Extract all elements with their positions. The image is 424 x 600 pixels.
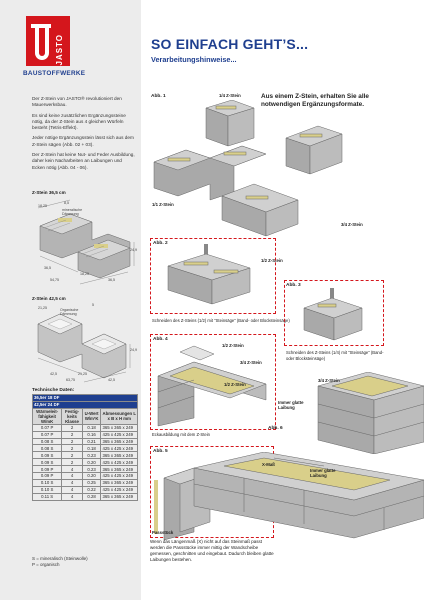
abb5-wall-drawing	[154, 452, 424, 542]
tech-group-425: 42,5er 24 DF	[33, 401, 138, 408]
fig365-label: Z-Stein 36,5 cm	[32, 190, 66, 195]
abb5-label: Abb. 5	[153, 449, 168, 454]
tech-data-table	[32, 394, 138, 501]
fig365-dim-top: 18,25	[38, 204, 47, 208]
abb1-drawing	[150, 100, 402, 240]
tech-cell: 0.07 P	[33, 431, 62, 438]
fig365-dim-height: 24,9	[130, 248, 137, 252]
tech-cell: 0.20	[82, 459, 101, 466]
fig365-dim-step: 18,25	[80, 272, 89, 276]
fig425-label: Z-Stein 42,5 cm	[32, 296, 66, 301]
legend-mineral: S = mineralisch (Steinwolle)	[32, 556, 88, 561]
tech-cell: 0.08 S	[33, 445, 62, 452]
tech-cell: 425 x 425 x 249	[101, 445, 138, 452]
fig365-insulation-label: mineralische Dämmung	[62, 208, 83, 216]
tech-row	[33, 486, 138, 493]
fig425-dim-top: 21,25	[38, 306, 47, 310]
fig425-dim-height: 24,9	[130, 348, 137, 352]
tech-row	[33, 452, 138, 459]
tech-cell: 2	[62, 452, 83, 459]
tech-cell: 425 x 425 x 249	[101, 459, 138, 466]
fig365-dim-depth: 36,5	[108, 278, 115, 282]
tech-cell: 0.08 S	[33, 438, 62, 445]
tech-cell: 365 x 365 x 249	[101, 466, 138, 473]
abb5-x-mass: X-Maß	[262, 462, 275, 467]
tech-cell: 0.23	[82, 452, 101, 459]
abb4-caption: Eckausbildung mit dem Z-Stein	[152, 432, 210, 437]
tech-cell: 425 x 425 x 249	[101, 473, 138, 480]
intro-p2: Es sind keine zusätzlichen Ergänzungssteine nötig, da der Z-Stein aus 4 gleichen Würfeln besteht (Tetris-Effekt).	[32, 112, 126, 131]
intro-p1: Der Z-Stein von JASTO® revolutioniert den Mauerwerksbau.	[32, 96, 122, 108]
tech-header-lambda: Wärmeleit-fähigkeit W/mK	[33, 408, 62, 424]
tech-cell: 0.09 S	[33, 459, 62, 466]
tech-cell: 365 x 365 x 249	[101, 452, 138, 459]
tech-data-rows	[33, 424, 138, 500]
tech-row	[33, 493, 138, 500]
tech-cell: 0.28	[82, 493, 101, 500]
abb4-label-half-bottom: 1/2 Z-Stein	[224, 382, 246, 387]
tech-row	[33, 431, 138, 438]
intro-p4: Der Z-Stein hat keine Nut- und Feder Ausbildung, daher kein Nacharbeiten an Laibungen und Ecken nötig (Abb. 04 - 06).	[32, 152, 135, 170]
tech-data-title: Technische Daten:	[32, 388, 75, 393]
tech-cell: 0.25	[82, 479, 101, 486]
tech-cell: 0.11 S	[33, 493, 62, 500]
tech-row	[33, 459, 138, 466]
tech-legend	[32, 556, 88, 568]
label-half-zstein: 1/2 Z-Stein	[261, 258, 283, 263]
intro-text	[32, 96, 136, 175]
abb3-saw-drawing	[290, 288, 380, 344]
tech-cell: 2	[62, 445, 83, 452]
abb6-wall-drawing	[308, 372, 424, 454]
tech-cell: 0.16	[82, 431, 101, 438]
tech-cell: 2	[62, 431, 83, 438]
tech-cell: 4	[62, 466, 83, 473]
tech-row	[33, 445, 138, 452]
tech-cell: 0.21	[82, 438, 101, 445]
abb5-passstueck: Passstück	[152, 530, 174, 535]
abb2-label: Abb. 2	[153, 241, 168, 246]
tech-row	[33, 438, 138, 445]
tech-cell: 4	[62, 486, 83, 493]
tech-group-365: 36,5er 18 DF	[33, 395, 138, 402]
tech-cell: 0.18	[82, 424, 101, 431]
fig425-insulation-label: Organische Dämmung	[60, 308, 79, 316]
tech-cell: 0.20	[82, 473, 101, 480]
tech-row	[33, 479, 138, 486]
abb6-label: Abb. 6	[268, 426, 283, 431]
fig425-dim-width: 42,5	[50, 372, 57, 376]
tech-cell: 0.10 S	[33, 486, 62, 493]
abb3-caption: Schneiden des Z-Steins (1/4) mit "Steinsäge" (Band- oder Blocksteinsäge)	[286, 350, 384, 361]
sidebar	[0, 0, 141, 600]
tech-cell: 365 x 365 x 249	[101, 479, 138, 486]
tech-cell: 425 x 425 x 249	[101, 431, 138, 438]
jasto-logo	[26, 16, 70, 66]
tech-cell: 0.18	[82, 445, 101, 452]
tech-cell: 2	[62, 424, 83, 431]
tech-cell: 425 x 425 x 249	[101, 486, 138, 493]
tech-row	[33, 473, 138, 480]
fig365-dim-gap: 8,5	[64, 201, 69, 205]
abb4-label-threequarter: 3/4 Z-Stein	[240, 360, 262, 365]
tech-cell: 4	[62, 479, 83, 486]
abb6-laibung-top: Immer glatte Laibung	[278, 400, 304, 410]
abb3-label: Abb. 3	[286, 283, 301, 288]
label-quarter-zstein: 1/4 Z-Stein	[219, 93, 241, 98]
tech-cell: 365 x 365 x 249	[101, 424, 138, 431]
tech-cell: 0.09 S	[33, 452, 62, 459]
tech-cell: 0.09 P	[33, 466, 62, 473]
label-full-zstein: 1/1 Z-Stein	[152, 202, 174, 207]
tech-row	[33, 424, 138, 431]
abb2-caption: Schneiden des Z-Steins (1/2) mit "Steinsäge" (Band- oder Blocksteinsäge)	[152, 318, 290, 323]
abb5-note: Wenn das Längenmaß (X) nicht auf das Steinmaß passt werden die Passstücke immer mittig der Wandscheibe gemessen, geschnitten und eingebaut. Dadurch bleiben glatte Laibungen bestehen.	[150, 539, 274, 563]
logo-hook	[35, 24, 49, 60]
fig365-dim-width: 36,5	[44, 266, 51, 270]
tech-cell: 0.10 S	[33, 479, 62, 486]
tech-cell: 2	[62, 459, 83, 466]
fig425-dim-depth: 42,5	[108, 378, 115, 382]
tech-cell: 365 x 365 x 249	[101, 438, 138, 445]
tech-cell: 0.09 P	[33, 473, 62, 480]
tech-cell: 0.23	[82, 466, 101, 473]
abb2-saw-drawing	[158, 244, 270, 310]
tech-cell: 0.07 P	[33, 424, 62, 431]
tech-header-strength: Festig-keits Klasse	[62, 408, 83, 424]
tech-header-uvalue: U-Wert W/m²K	[82, 408, 101, 424]
fig365-dim-length: 54,75	[50, 278, 59, 282]
tech-cell: 4	[62, 473, 83, 480]
label-threequarter-zstein: 3/4 Z-Stein	[341, 222, 363, 227]
logo-text: JASTO	[55, 34, 64, 66]
abb1-label: Abb. 1	[151, 94, 166, 99]
tech-cell: 365 x 365 x 249	[101, 493, 138, 500]
brand-subline: BAUSTOFFWERKE	[23, 70, 86, 77]
abb4-label-half: 1/2 Z-Stein	[222, 343, 244, 348]
page-title: SO EINFACH GEHT’S...	[151, 36, 309, 52]
abb6-label-threequarter: 3/4 Z-Stein	[318, 378, 340, 383]
tech-cell: 0.22	[82, 486, 101, 493]
fig425-dim-step: 21,25	[78, 372, 87, 376]
abb4-corner-drawing	[154, 342, 272, 428]
page-subtitle: Verarbeitungshinweise...	[151, 55, 237, 64]
fig425-dim-gap: 5	[92, 303, 94, 307]
abb5-laibung: Immer glatte Laibung	[310, 468, 336, 478]
abb1-callout: Aus einem Z-Stein, erhalten Sie alle notwendigen Ergänzungsformate.	[261, 93, 369, 108]
fig425-dim-length: 63,75	[66, 378, 75, 382]
abb4-label: Abb. 4	[153, 337, 168, 342]
tech-cell: 2	[62, 438, 83, 445]
intro-p3: Jeder nötige Ergänzungsstein lässt sich aus dem Z-Stein sägen (Abb. 02 + 03).	[32, 135, 134, 147]
tech-header-dimensions: Abmessungen L x B x H mm	[101, 408, 138, 424]
legend-organic: P = organisch	[32, 562, 60, 567]
tech-cell: 4	[62, 493, 83, 500]
tech-row	[33, 466, 138, 473]
